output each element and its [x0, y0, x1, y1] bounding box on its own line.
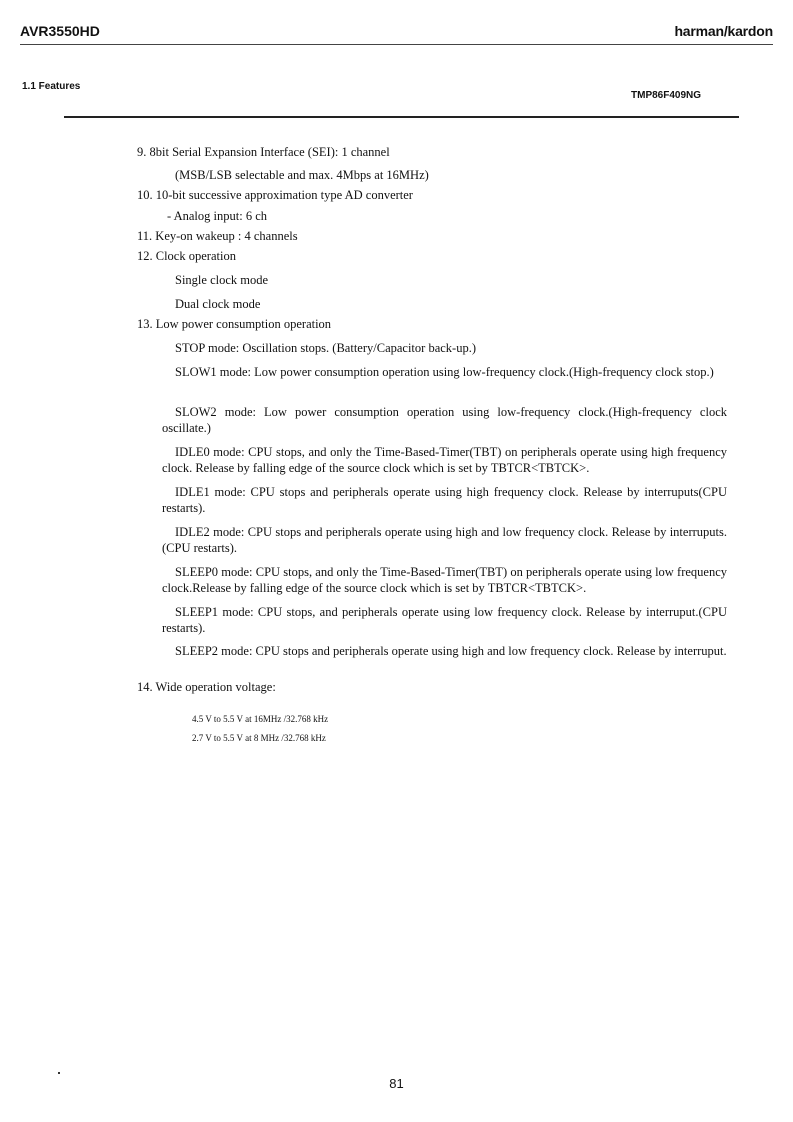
header-rule — [20, 44, 773, 45]
mode-idle1: IDLE1 mode: CPU stops and peripherals operate using high frequency clock. Release by interruputs(CPU restarts). — [162, 485, 727, 515]
feature-item-10: 10. 10-bit successive approximation type AD converter — [137, 188, 413, 202]
part-number: TMP86F409NG — [631, 90, 702, 101]
document-model: AVR3550HD — [20, 23, 100, 39]
feature-item-13: 13. Low power consumption operation — [137, 317, 332, 331]
mode-sleep2: SLEEP2 mode: CPU stops and peripherals operate using high and low frequency clock. Release by interruput. — [175, 644, 727, 658]
feature-item-9: 9. 8bit Serial Expansion Interface (SEI): 1 channel — [137, 145, 390, 159]
page-number: 81 — [389, 1076, 404, 1091]
feature-item-9-detail: (MSB/LSB selectable and max. 4Mbps at 16MHz) — [175, 168, 429, 182]
section-rule — [64, 116, 739, 118]
mode-slow1: SLOW1 mode: Low power consumption operation using low-frequency clock.(High-frequency clock stop.) — [175, 365, 714, 379]
voltage-range-2: 2.7 V to 5.5 V at 8 MHz /32.768 kHz — [192, 733, 326, 743]
clock-mode-single: Single clock mode — [175, 273, 269, 287]
brand-logo: harman/kardon — [674, 23, 773, 39]
mode-idle2: IDLE2 mode: CPU stops and peripherals operate using high and low frequency clock. Release by interruputs. (CPU restarts). — [162, 525, 727, 555]
feature-item-10-detail: - Analog input: 6 ch — [167, 209, 267, 223]
section-title: 1.1 Features — [22, 81, 81, 92]
mode-sleep1: SLEEP1 mode: CPU stops, and peripherals operate using low frequency clock. Release by interruput.(CPU restarts). — [162, 605, 727, 635]
clock-mode-dual: Dual clock mode — [175, 297, 261, 311]
feature-item-14: 14. Wide operation voltage: — [137, 680, 276, 694]
mode-idle0: IDLE0 mode: CPU stops, and only the Time-Based-Timer(TBT) on peripherals operate using high frequency clock. Release by falling edge of the source clock which is set by TBTCR<TBTCK>. — [162, 445, 727, 475]
mode-stop: STOP mode: Oscillation stops. (Battery/Capacitor back-up.) — [175, 341, 476, 355]
mode-sleep0: SLEEP0 mode: CPU stops, and only the Time-Based-Timer(TBT) on peripherals operate using low frequency clock.Release by falling edge of the source clock which is set by TBTCR<TBTCK>. — [162, 565, 727, 595]
mode-slow2: SLOW2 mode: Low power consumption operation using low-frequency clock.(High-frequency clock oscillate.) — [162, 405, 727, 435]
voltage-range-1: 4.5 V to 5.5 V at 16MHz /32.768 kHz — [192, 714, 329, 724]
feature-item-11: 11. Key-on wakeup : 4 channels — [137, 229, 298, 243]
feature-item-12: 12. Clock operation — [137, 249, 236, 263]
stray-mark — [58, 1072, 60, 1074]
